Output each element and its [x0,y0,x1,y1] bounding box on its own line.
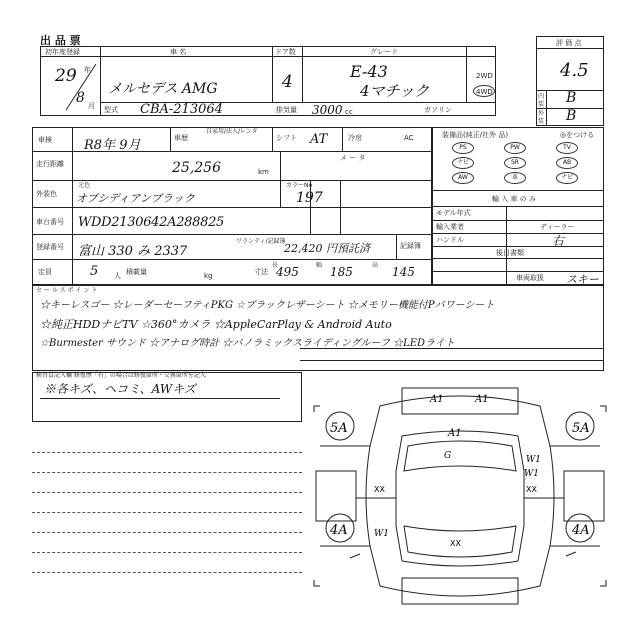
mark-g: G [444,451,452,461]
label-sales-points: セ ー ル ス ポ イ ン ト [36,287,98,294]
first-reg-year: 29 [55,66,77,86]
page-title: 出 品 票 [40,34,81,47]
equipment-badge: TV [556,142,578,154]
label-equip-code: ◎をつける [560,131,595,139]
handle-value: 右 [552,234,565,248]
inspection-value: R8年 9月 [84,138,141,153]
label-original-color: 元色 [78,182,91,189]
height-value: 145 [392,265,415,279]
label-fuel: ガソリン [424,106,452,114]
mark-5a-right: 5A [572,421,590,436]
label-doors: ドア数 [275,48,296,56]
label-inspection: 車検 [38,136,52,144]
mark-xx-right: XX [526,485,537,494]
car-name-value: メルセデス AMG [108,81,218,97]
equipment-badge: PW [504,142,526,154]
label-exterior: 外 装 [538,110,545,125]
label-displacement: 排気量 [276,106,297,114]
label-color-code: カラーNo [286,182,313,189]
length-value: 495 [276,265,299,279]
vin-value: WDD2130642A288825 [78,215,225,230]
label-history: 車歴 [174,134,188,142]
mark-xx-left: XX [374,485,385,494]
label-ac: AC [404,134,414,142]
drive-circle [473,85,495,97]
color-code-value: 197 [296,190,323,206]
label-importer: 輸入業者 [436,223,464,231]
label-ext-color: 外装色 [36,190,57,198]
equipment-badge: SR [504,157,526,169]
label-len: 長 [272,262,279,269]
label-aircon: 冷房 [348,134,362,142]
label-seats: 定員 [38,268,52,276]
month-unit: 月 [88,102,95,110]
label-model-year: モデル年式 [436,209,471,217]
equipment-badge: ナビ [556,172,578,184]
equipment-badge: AB [556,157,578,169]
mark-a1-roof: A1 [448,428,462,439]
label-hgt: 高 [372,262,379,269]
label-interior: 内 装 [538,93,545,108]
label-wid: 幅 [316,262,323,269]
distance-note-value: 22,420 円預託済 [284,242,370,255]
label-person: 人 [114,272,121,280]
score-value: 4.5 [560,60,589,81]
grade-line1: E-43 [350,62,388,81]
doors-value: 4 [282,72,293,92]
sales-point-3: ☆Burmester サウンド ☆アナログ時計 ☆パノラミックスライディングルーフ ☆LEDライト [40,338,455,349]
label-history-note: 自家用/法人/レンタ [206,128,258,135]
equipment-badge: AW [452,172,474,184]
label-meter: メ ー タ [340,154,366,162]
label-book: 記録簿 [400,242,421,250]
model-code-value: CBA-213064 [140,102,223,117]
mark-4a-right: 4A [572,523,590,538]
inspector-text: ※各キズ、ヘコミ、AWキズ [44,382,196,396]
label-equipment: 装備品(純正/社外 品) [442,131,509,139]
equipment-badge: PS [452,142,474,154]
equipment-badge: 革 [504,172,526,184]
label-loading: 積載量 [126,268,147,276]
label-cc: cc [345,108,353,116]
mark-5a-left: 5A [330,421,348,436]
mark-w1-right-a: W1 [526,455,541,465]
displacement-value: 3000 [312,103,343,117]
label-km: km [258,168,269,176]
label-warranty: ワランティ/記録簿 [236,238,286,245]
interior-grade: B [566,90,577,106]
mark-w1-right-b: W1 [524,469,539,479]
label-inspector-top: 検査員記入欄 修復歴「有」の場合は修復箇所・交換箇所を記入 [36,372,206,379]
car-diagram [310,376,610,616]
label-key: 車両取扱 [516,274,544,282]
mark-w1-left: W1 [374,529,389,539]
label-vin: 車台番号 [36,218,64,226]
label-2wd: 2WD [476,72,493,80]
label-kg: kg [204,272,213,280]
shift-value: AT [310,132,328,147]
label-key-status: 後日書類 [496,249,524,257]
seats-value: 5 [90,264,99,279]
year-unit: 年 [84,66,91,74]
label-4wd: 4WD [476,88,493,96]
label-first-reg: 初年度登録 [45,48,80,56]
label-reg-no: 登録番号 [36,243,64,251]
label-score: 評 価 点 [556,39,582,47]
label-handle: ハンドル [436,236,464,244]
label-type: 型式 [104,106,118,114]
label-shift: シフト [276,134,297,142]
equipment-badge: ナビ [452,157,474,169]
slash-mark [60,60,100,114]
mark-a1-left: A1 [430,394,444,405]
label-grade: グレード [370,48,398,56]
label-dealer: ディーラー [540,223,575,231]
mark-xx-center: XX [450,539,461,548]
mark-a1-right: A1 [475,394,489,405]
label-drive-blank [472,52,474,60]
sales-point-1: ☆キーレスゴー ☆レーダーセーフティPKG ☆ブラックレザーシート ☆メモリー機能付Pパワーシート [40,300,495,311]
sales-point-2: ☆純正HDDナビTV ☆360°カメラ ☆AppleCarPlay & Android Auto [40,318,392,331]
first-reg-month: 8 [76,90,85,106]
mark-4a-left: 4A [330,523,348,538]
label-import: 輸 入 車 の み [492,195,536,203]
color-value: オブシディアンブラック [76,192,195,205]
label-size: 寸法 [254,268,268,276]
keys-value: スキー [566,273,599,286]
width-value: 185 [330,265,353,279]
label-mileage: 走行距離 [36,160,64,168]
mileage-value: 25,256 [172,160,221,176]
grade-line2: 4マチック [360,82,430,100]
exterior-grade: B [566,108,577,124]
label-car-name: 車 名 [170,48,187,56]
reg-no-value: 富山 330 み 2337 [78,244,188,259]
